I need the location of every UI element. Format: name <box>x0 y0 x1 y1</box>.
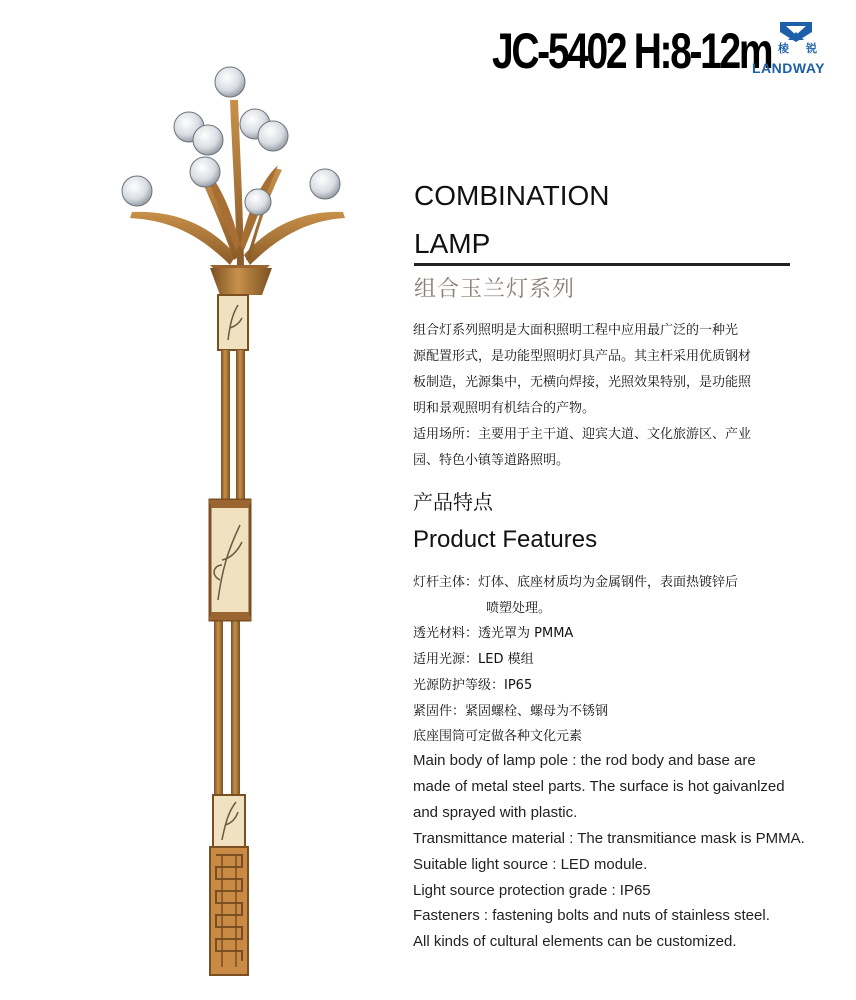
title-divider <box>414 263 790 266</box>
logo-cn-left: 棱 <box>778 42 789 55</box>
spec-item: 透光材料：透光罩为 PMMA <box>413 626 574 642</box>
description-line: 组合灯系列照明是大面积照明工程中应用最广泛的一种光 <box>413 323 739 338</box>
spec-item: 光源防护等级：IP65 <box>413 677 533 693</box>
spec-item: 灯杆主体：灯体、底座材质均为金属钢件，表面热镀锌后 <box>413 575 739 590</box>
model-title: JC-5402 H:8-12m <box>492 23 772 79</box>
en-spec-line: Light source protection grade : IP65 <box>413 881 651 899</box>
en-spec-line: All kinds of cultural elements can be customized. <box>413 933 737 951</box>
features-heading-en: Product Features <box>413 526 598 553</box>
en-spec-list <box>413 748 856 955</box>
decor-panel-upper <box>218 295 248 350</box>
en-spec-line: and sprayed with plastic. <box>413 803 578 821</box>
decor-panel-lower <box>213 795 245 847</box>
description <box>413 318 813 474</box>
description-line: 明和景观照明有机结合的产物。 <box>413 401 596 416</box>
en-spec-line: Suitable light source : LED module. <box>413 855 648 873</box>
subtitle-cn: 组合玉兰灯系列 <box>414 277 576 302</box>
lamp-illustration <box>110 60 370 980</box>
description-line: 适用场所：主要用于主干道、迎宾大道、文化旅游区、产业 <box>413 427 752 442</box>
spec-item: 喷塑处理。 <box>486 600 552 616</box>
lamp-globes <box>122 67 340 215</box>
decor-panel-middle <box>210 500 250 620</box>
brand-logo <box>750 18 842 76</box>
pole-base <box>210 847 248 975</box>
logo-text: LANDWAY <box>752 60 825 76</box>
description-line: 源配置形式，是功能型照明灯具产品。其主杆采用优质钢材 <box>413 349 752 364</box>
pole-collar <box>210 268 272 295</box>
title-line-2: LAMP <box>414 228 491 259</box>
spec-item: 紧固件：紧固螺栓、螺母为不锈钢 <box>413 703 609 719</box>
features-heading-cn: 产品特点 <box>413 490 493 514</box>
description-line: 园、特色小镇等道路照明。 <box>413 453 570 468</box>
spec-item: 底座围筒可定做各种文化元素 <box>413 729 583 745</box>
en-spec-line: Transmittance material : The transmitiance mask is PMMA. <box>413 829 805 847</box>
title-line-1: COMBINATION <box>414 180 610 211</box>
en-spec-line: made of metal steel parts. The surface is hot gaivanlzed <box>413 777 785 795</box>
logo-cn-right: 锐 <box>806 42 817 55</box>
description-line: 板制造，光源集中，无横向焊接，光照效果特别，是功能照 <box>413 375 752 390</box>
en-spec-line: Main body of lamp pole : the rod body and base are <box>413 752 756 769</box>
spec-item: 适用光源：LED 模组 <box>413 652 534 668</box>
cn-spec-list <box>413 570 853 750</box>
en-spec-line: Fasteners : fastening bolts and nuts of stainless steel. <box>413 907 770 925</box>
